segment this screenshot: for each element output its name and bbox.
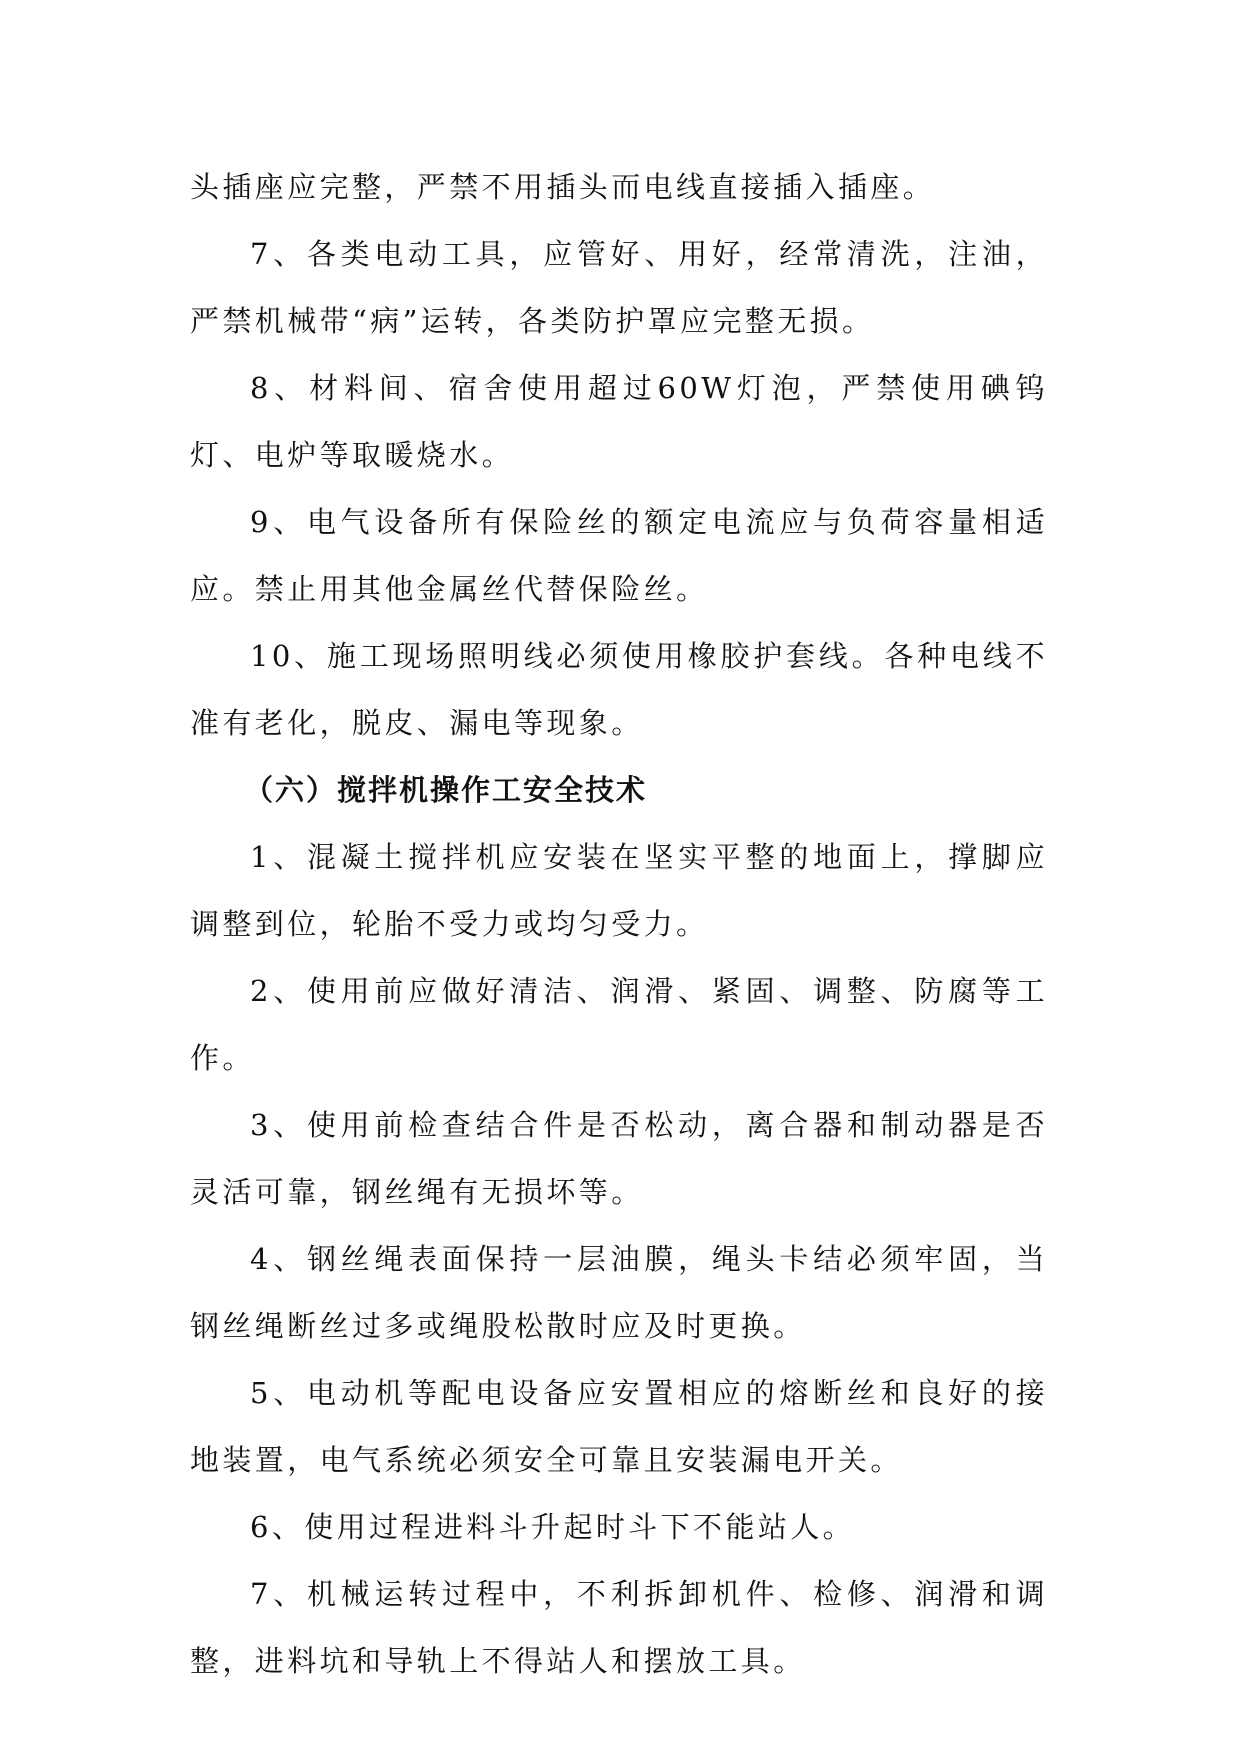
paragraph-mixer-1: 1、混凝土搅拌机应安装在坚实平整的地面上，撑脚应调整到位，轮胎不受力或均匀受力。 — [190, 840, 1048, 941]
paragraph-mixer-2: 2、使用前应做好清洁、润滑、紧固、调整、防腐等工作。 — [190, 974, 1048, 1075]
section-heading-mixer: （六）搅拌机操作工安全技术 — [244, 773, 648, 807]
paragraph-mixer-6: 6、使用过程进料斗升起时斗下不能站人。 — [250, 1510, 856, 1544]
paragraph-item-9-fuses: 9、电气设备所有保险丝的额定电流应与负荷容量相适应。禁止用其他金属丝代替保险丝。 — [190, 505, 1048, 606]
paragraph-mixer-7: 7、机械运转过程中，不利拆卸机件、检修、润滑和调整，进料坑和导轨上不得站人和摆放工具。 — [190, 1577, 1048, 1678]
paragraph-continuation: 头插座应完整，严禁不用插头而电线直接插入插座。 — [190, 170, 936, 204]
paragraph-mixer-4: 4、钢丝绳表面保持一层油膜，绳头卡结必须牢固，当钢丝绳断丝过多或绳股松散时应及时更换。 — [190, 1242, 1048, 1343]
paragraph-mixer-3: 3、使用前检查结合件是否松动，离合器和制动器是否灵活可靠，钢丝绳有无损坏等。 — [190, 1108, 1048, 1209]
paragraph-mixer-5: 5、电动机等配电设备应安置相应的熔断丝和良好的接地装置，电气系统必须安全可靠且安装漏电开关。 — [190, 1376, 1048, 1477]
paragraph-item-7-tools: 7、各类电动工具，应管好、用好，经常清洗，注油，严禁机械带“病”运转，各类防护罩应完整无损。 — [190, 237, 1048, 338]
paragraph-item-10-wiring: 10、施工现场照明线必须使用橡胶护套线。各种电线不准有老化，脱皮、漏电等现象。 — [190, 639, 1048, 740]
paragraph-item-8-lamps: 8、材料间、宿舍使用超过60W灯泡，严禁使用碘钨灯、电炉等取暖烧水。 — [190, 371, 1048, 472]
document-page — [190, 154, 1048, 1695]
